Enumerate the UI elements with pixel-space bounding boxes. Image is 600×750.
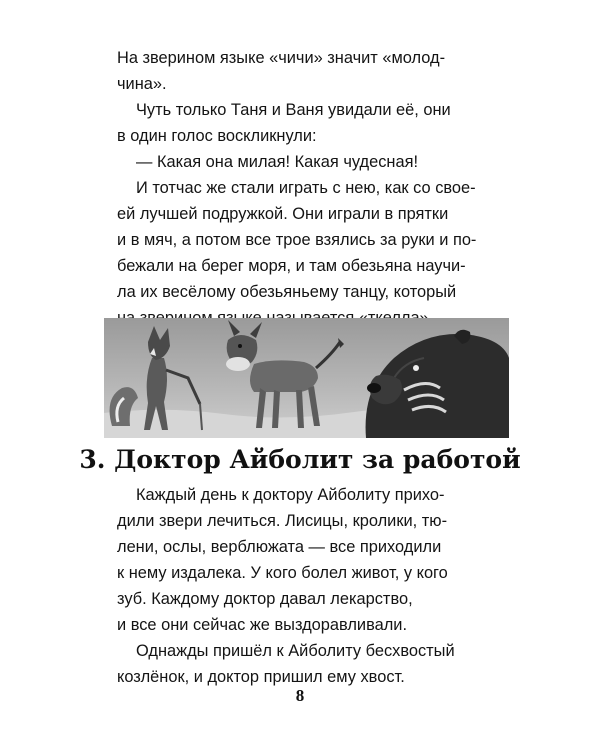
text-line: дили звери лечиться. Лисицы, кролики, тю- — [117, 512, 448, 530]
paragraph — [117, 97, 502, 149]
text-line: лени, ослы, верблюжата — все приходили — [117, 538, 442, 556]
text-line: и в мяч, а потом все трое взялись за руки и по- — [117, 231, 477, 249]
text-line: — Какая она милая! Какая чудесная! — [136, 153, 419, 171]
text-line: ей лучшей подружкой. Они играли в прятки — [117, 205, 449, 223]
text-line: козлёнок, и доктор пришил ему хвост. — [117, 668, 405, 686]
text-block-bottom — [117, 482, 502, 690]
paragraph — [117, 175, 502, 331]
text-line: И тотчас же стали играть с нею, как со свое- — [136, 179, 476, 197]
paragraph — [117, 45, 502, 97]
text-line: бежали на берег моря, и там обезьяна научи- — [117, 257, 466, 275]
text-line: к нему издалека. У кого болел живот, у кого — [117, 564, 448, 582]
text-line: чина». — [117, 75, 167, 93]
paragraph — [117, 149, 502, 175]
text-line: зуб. Каждому доктор давал лекарство, — [117, 590, 413, 608]
text-block-top — [117, 45, 502, 331]
text-line: в один голос воскликнули: — [117, 127, 317, 145]
page-number: 8 — [295, 686, 305, 705]
illustration-animals — [104, 318, 509, 438]
paragraph — [117, 638, 502, 690]
paragraph — [117, 482, 502, 638]
text-line: Чуть только Таня и Ваня увидали её, они — [136, 101, 451, 119]
text-line: Однажды пришёл к Айболиту бесхвостый — [136, 642, 455, 660]
text-line: ла их весёлому обезьяньему танцу, который — [117, 283, 457, 301]
text-line: На зверином языке «чичи» значит «молод- — [117, 49, 446, 67]
text-line: Каждый день к доктору Айболиту прихо- — [136, 486, 445, 504]
illustration-svg — [104, 318, 509, 438]
text-line: и все они сейчас же выздоравливали. — [117, 616, 407, 634]
chapter-title: 3. Доктор Айболит за работой — [79, 445, 521, 474]
